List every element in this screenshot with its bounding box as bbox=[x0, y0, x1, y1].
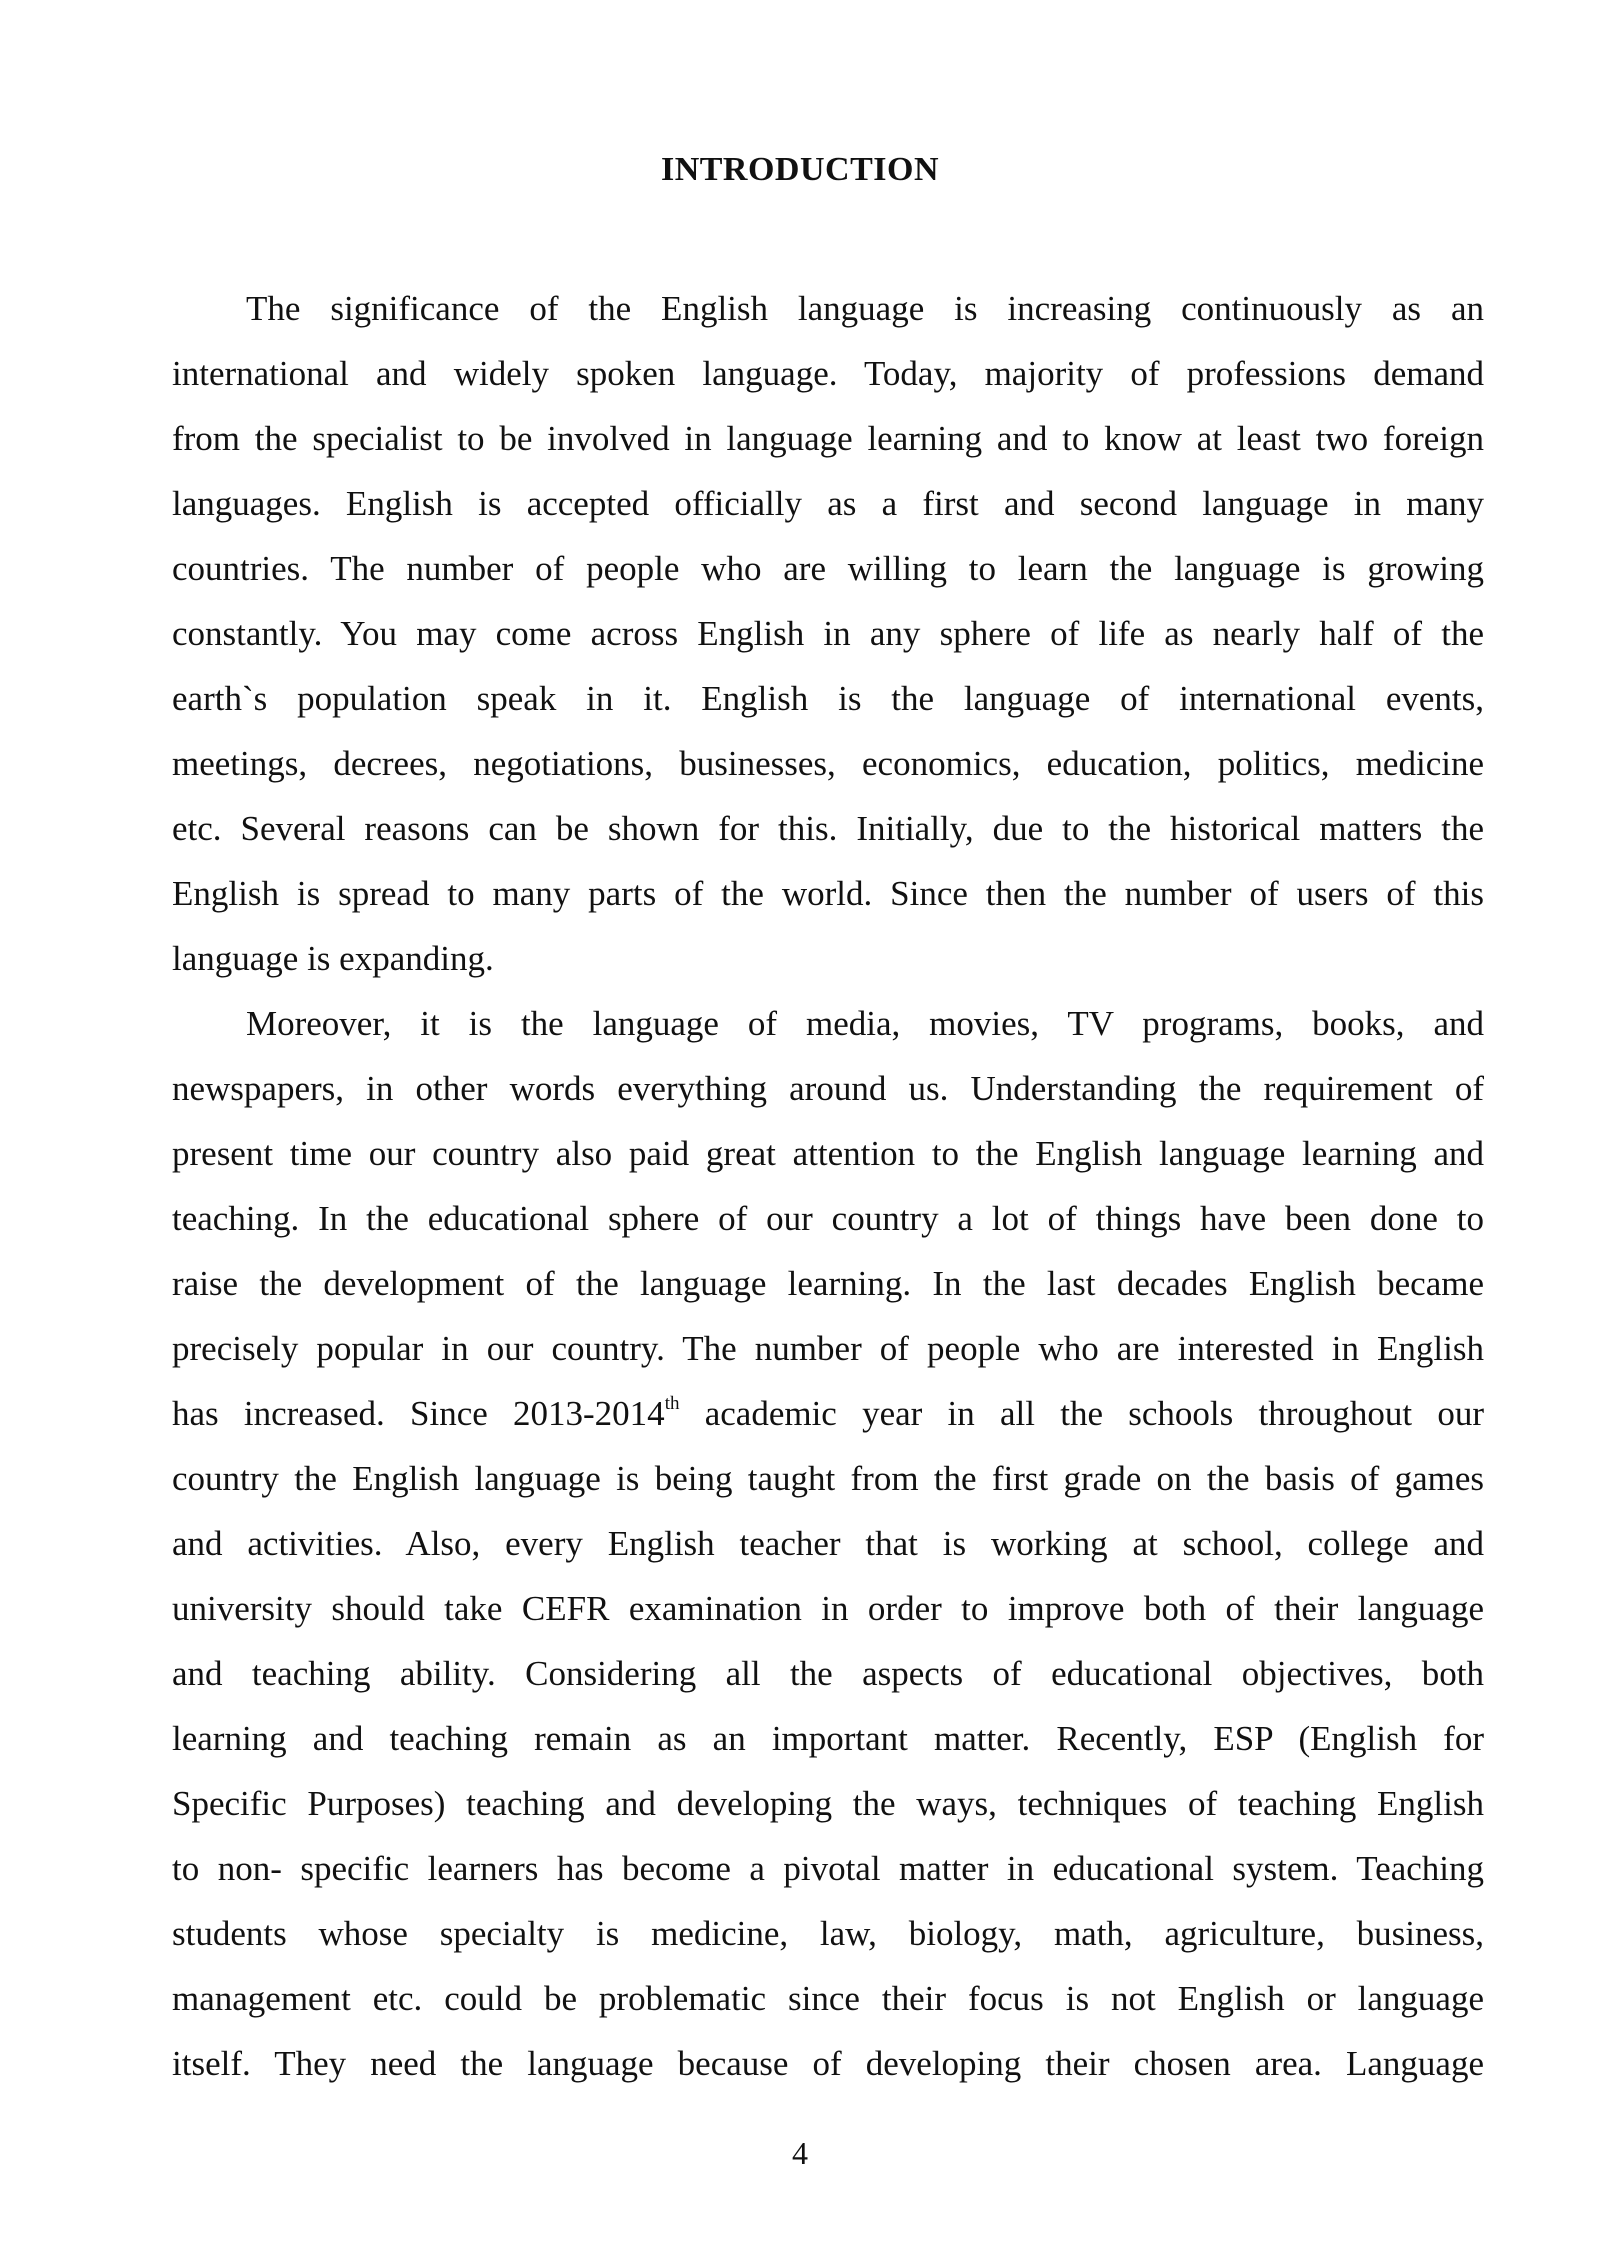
text-line: earth`s population speak in it. English is the language of international events, bbox=[172, 679, 1484, 718]
text-segment: academic year in all the schools throughout our bbox=[679, 1394, 1484, 1433]
text-line: to non- specific learners has become a pivotal matter in educational system. Teaching bbox=[172, 1849, 1484, 1888]
text-line: etc. Several reasons can be shown for this. Initially, due to the historical matters the bbox=[172, 809, 1484, 848]
text-line: languages. English is accepted officially as a first and second language in many bbox=[172, 484, 1484, 523]
text-line: constantly. You may come across English in any sphere of life as nearly half of the bbox=[172, 614, 1484, 653]
text-line: language is expanding. bbox=[172, 939, 494, 978]
text-line: precisely popular in our country. The number of people who are interested in English bbox=[172, 1329, 1484, 1368]
text-line: students whose specialty is medicine, law, biology, math, agriculture, business, bbox=[172, 1914, 1484, 1953]
text-line: English is spread to many parts of the world. Since then the number of users of this bbox=[172, 874, 1484, 913]
text-line: management etc. could be problematic since their focus is not English or language bbox=[172, 1979, 1484, 2018]
superscript: th bbox=[664, 1393, 680, 1414]
text-line: countries. The number of people who are willing to learn the language is growing bbox=[172, 549, 1484, 588]
text-line: meetings, decrees, negotiations, businesses, economics, education, politics, medicine bbox=[172, 744, 1484, 783]
text-line: Moreover, it is the language of media, movies, TV programs, books, and bbox=[246, 1004, 1484, 1043]
text-line: country the English language is being taught from the first grade on the basis of games bbox=[172, 1459, 1484, 1498]
text-line: present time our country also paid great attention to the English language learning and bbox=[172, 1134, 1484, 1173]
text-line: from the specialist to be involved in language learning and to know at least two foreign bbox=[172, 419, 1484, 458]
text-line: The significance of the English language is increasing continuously as an bbox=[246, 289, 1484, 328]
text-line: teaching. In the educational sphere of our country a lot of things have been done to bbox=[172, 1199, 1484, 1238]
text-line: itself. They need the language because of developing their chosen area. Language bbox=[172, 2044, 1484, 2083]
text-segment: has increased. Since 2013-2014 bbox=[172, 1394, 665, 1433]
text-line: newspapers, in other words everything around us. Understanding the requirement of bbox=[172, 1069, 1484, 1108]
text-line: university should take CEFR examination in order to improve both of their language bbox=[172, 1589, 1484, 1628]
text-line: and teaching ability. Considering all the aspects of educational objectives, both bbox=[172, 1654, 1484, 1693]
paragraph-1 bbox=[172, 276, 1484, 991]
text-line-with-superscript bbox=[172, 1381, 1484, 1446]
text-line: international and widely spoken language. Today, majority of professions demand bbox=[172, 354, 1484, 393]
text-line: learning and teaching remain as an important matter. Recently, ESP (English for bbox=[172, 1719, 1484, 1758]
body-text bbox=[172, 276, 1484, 2096]
text-line: and activities. Also, every English teacher that is working at school, college and bbox=[172, 1524, 1484, 1563]
paragraph-2 bbox=[172, 991, 1484, 2096]
page-number: 4 bbox=[792, 2135, 808, 2171]
text-line: Specific Purposes) teaching and developing the ways, techniques of teaching English bbox=[172, 1784, 1484, 1823]
section-heading: INTRODUCTION bbox=[660, 151, 940, 188]
text-line: raise the development of the language learning. In the last decades English became bbox=[172, 1264, 1484, 1303]
